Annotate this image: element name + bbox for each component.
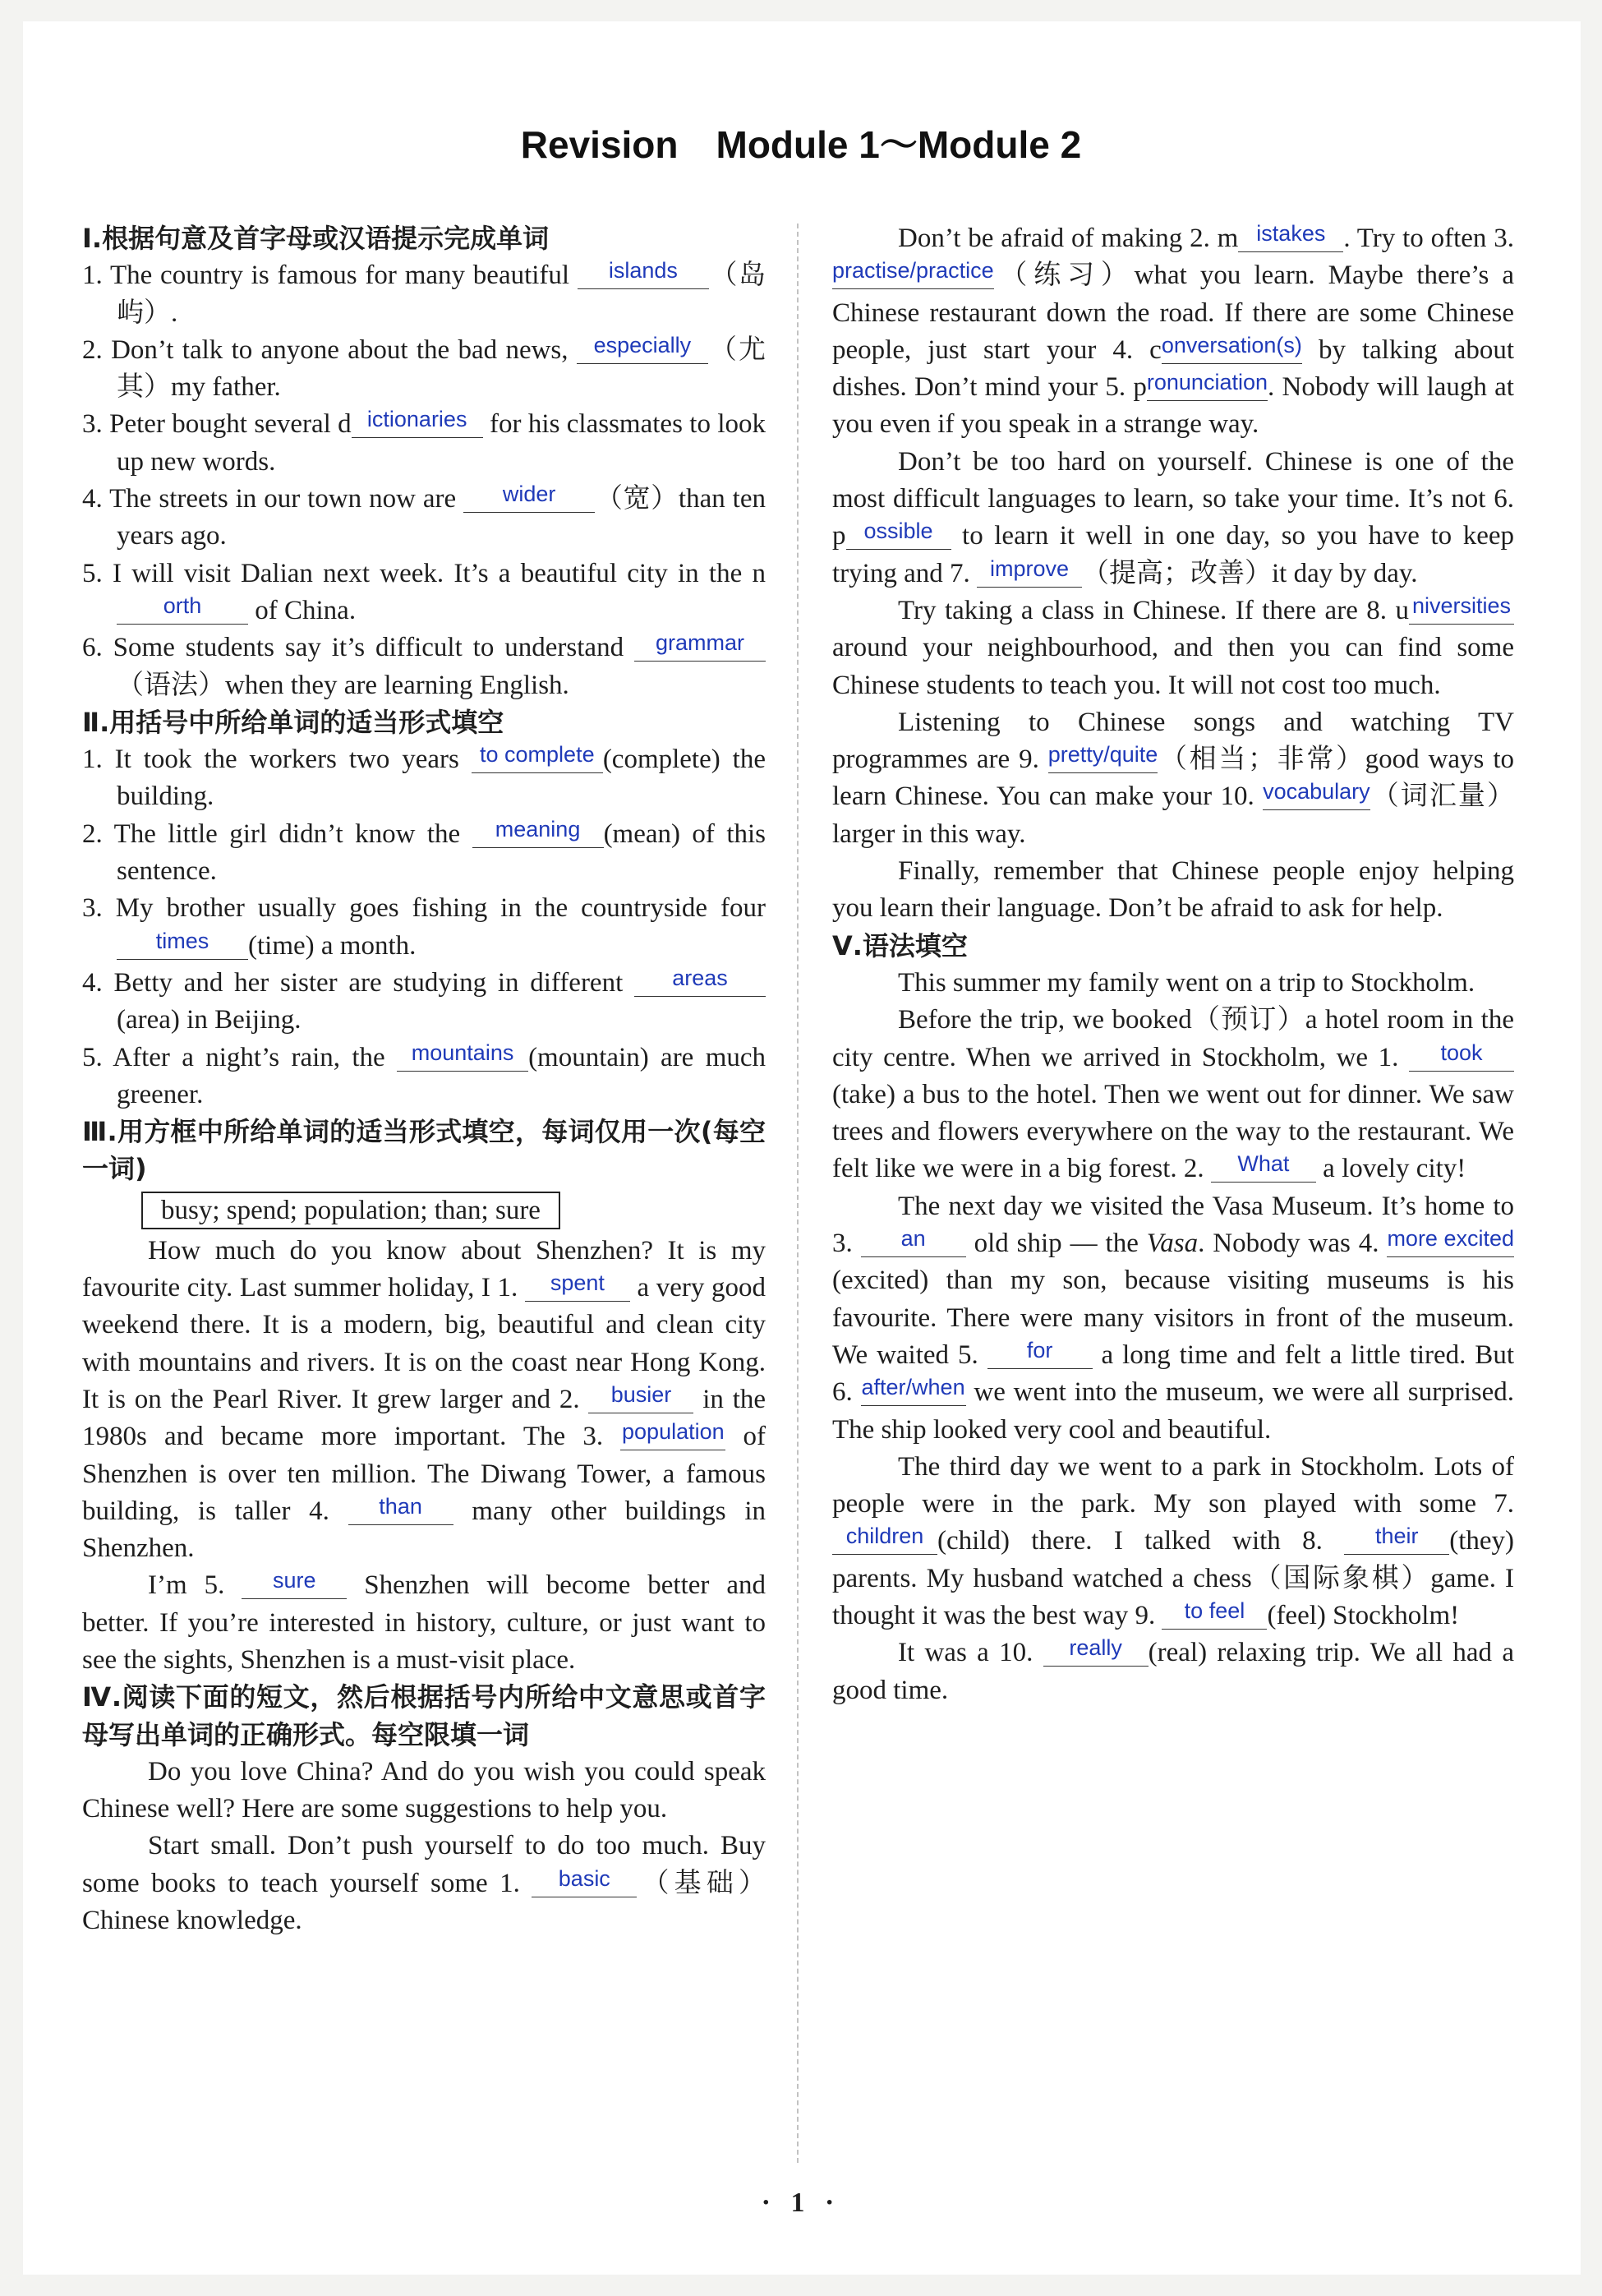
answer-blank[interactable]: mountains (397, 1045, 528, 1072)
answer-blank[interactable]: practise/practice (832, 263, 994, 289)
s3-paragraph-1: How much do you know about Shenzhen? It is my favourite city. Last summer holiday, I 1. $^{spent}$ a very good weekend there. It is a modern, big, beautiful and clean city with mountains and rivers. It is on the coast near Hong Kong. It is on the Pearl River. It grew larger and 2. $^{busier}$ in the 1980s and became more important. The 3. $^{population}$ of Shenzhen is over ten million. The Diwang Tower, a famous building, is taller 4. $^{than}$ many other buildings in Shenzhen. (82, 1235, 766, 1564)
s1-item-2: 2. Don’t talk to anyone about the bad news, $^{especially}$ （尤其）my father. (82, 332, 766, 403)
right-column (832, 220, 1514, 1709)
answer-blank[interactable]: areas (634, 970, 766, 997)
s5-paragraph-4: The third day we went to a park in Stockholm. Lots of people were in the park. My son played with some 7. $^{children}$ (child) there. I talked with 8. $^{their}$ (they) parents. My husband watched a chess（国际象棋）game. I thought it was the best way 9. $^{to feel}$ (feel) Stockholm! (832, 1451, 1514, 1630)
s4-paragraph-6: Listening to Chinese songs and watching TV programmes are 9. $^{pretty/quite}$（相当；非常）good ways to learn Chinese. You can make your 10. $^{vocabulary}$（词汇量）larger in this way. (832, 707, 1514, 849)
answer-blank[interactable]: basic (532, 1871, 637, 1897)
s3-paragraph-2: I’m 5. $^{sure}$ Shenzhen will become better and better. If you’re interested in history, culture, or just want to see the sights, Shenzhen is a must-visit place. (82, 1568, 766, 1675)
answer-blank[interactable]: niversities (1409, 598, 1514, 625)
s5-paragraph-1: This summer my family went on a trip to Stockholm. (898, 967, 1475, 998)
section-2-heading: Ⅱ.用括号中所给单词的适当形式填空 (82, 706, 504, 738)
s2-item-5: 5. After a night’s rain, the $^{mountains}$ (mountain) are much greener. (82, 1040, 766, 1109)
s1-item-6: 6. Some students say it’s difficult to understand $^{grammar}$（语法）when they are learning English. (82, 629, 766, 704)
answer-blank[interactable]: than (348, 1499, 453, 1525)
answer-blank[interactable]: orth (117, 598, 248, 625)
answer-blank[interactable]: for (987, 1343, 1093, 1369)
s1-item-5: 5. I will visit Dalian next week. It’s a beautiful city in the $n^{orth}$ of China. (82, 558, 766, 625)
s4-paragraph-2: Start small. Don’t push yourself to do too much. Buy some books to teach yourself some 1. $^{basic}$ （基础）Chinese knowledge. (82, 1831, 766, 1936)
answer-blank[interactable]: islands (578, 263, 709, 289)
s4-paragraph-5: Try taking a class in Chinese. If there are 8. u $^{niversities}$ around your neighbourhood, and then you can find some Chinese students to teach you. It will not cost too much. (832, 592, 1514, 700)
s2-item-4: 4. Betty and her sister are studying in different $^{areas}$(area) in Beijing. (82, 965, 766, 1040)
word-box: busy; spend; population; than; sure (141, 1192, 560, 1229)
answer-blank[interactable]: busier (588, 1387, 693, 1413)
answer-blank[interactable]: their (1344, 1528, 1449, 1555)
answer-blank[interactable]: an (861, 1231, 966, 1257)
answer-blank[interactable]: times (117, 934, 248, 960)
s1-item-1: 1. The country is famous for many beautiful $^{islands}$ （岛屿）. (82, 258, 766, 328)
answer-blank[interactable]: especially (577, 338, 708, 364)
page-title: Revision Module 1～Module 2 (520, 123, 1082, 166)
s4-paragraph-4: Don’t be too hard on yourself. Chinese is one of the most difficult languages to learn, so take your time. It’s not 6. p $^{ossible}$ to learn it well in one day, so you have to keep trying and 7. $^{improve}$ （提高；改善）it day by day. (832, 446, 1514, 588)
s2-item-1: 1. It took the workers two years $^{to complete}$ (complete) the building. (82, 742, 766, 812)
answer-blank[interactable]: ronunciation (1147, 375, 1268, 401)
answer-blank[interactable]: really (1043, 1640, 1149, 1667)
page-number: · 1 · (761, 2188, 841, 2218)
answer-blank[interactable]: children (832, 1528, 937, 1555)
answer-blank[interactable]: What (1211, 1156, 1316, 1183)
answer-blank[interactable]: ictionaries (352, 412, 483, 438)
answer-blank[interactable]: to feel (1162, 1603, 1267, 1630)
s2-item-2: 2. The little girl didn’t know the $^{meaning}$ (mean) of this sentence. (82, 816, 766, 887)
s1-item-3: 3. Peter bought several d $^{ictionaries}$ for his classmates to look up new words. (82, 407, 766, 477)
s1-item-4: 4. The streets in our town now are $^{wider}$ （宽）than ten years ago. (82, 482, 766, 551)
s5-paragraph-2: Before the trip, we booked（预订）a hotel room in the city centre. When we arrived in Stockholm, we 1. $^{took}$(take) a bus to the hotel. Then we went out for dinner. We saw trees and flowers everywhere on the way to the restaurant. We felt like we were in a big forest. 2. $^{What}$ a lovely city! (832, 1005, 1514, 1184)
answer-blank[interactable]: wider (463, 486, 595, 513)
answer-blank[interactable]: istakes (1238, 226, 1343, 252)
section-1-heading: Ⅰ.根据句意及首字母或汉语提示完成单词 (82, 223, 550, 254)
answer-blank[interactable]: grammar (634, 635, 766, 662)
answer-blank[interactable]: spent (525, 1275, 630, 1302)
answer-blank[interactable]: sure (242, 1573, 347, 1599)
section-3-heading: Ⅲ.用方框中所给单词的适当形式填空，每词仅用一次(每空一词) (82, 1116, 766, 1185)
answer-blank[interactable]: pretty/quite (1048, 747, 1158, 773)
section-5-heading: Ⅴ.语法填空 (832, 929, 968, 961)
answer-blank[interactable]: onversation(s) (1162, 338, 1302, 364)
s5-paragraph-3: The next day we visited the Vasa Museum. It’s home to 3. $^{an}$ old ship — the Vasa. Nobody was 4. $^{more excited}$(excited) than my son, because visiting museums is his favourite. There were many visitors in front of the museum. We waited 5. $^{for}$ a long time and felt a little tired. But 6. $^{after/when}$ we went into the museum, we were all surprised. The ship looked very cool and beautiful. (832, 1191, 1515, 1445)
answer-blank[interactable]: more excited (1387, 1231, 1514, 1257)
answer-blank[interactable]: vocabulary (1263, 784, 1370, 810)
s2-item-3: 3. My brother usually goes fishing in the countryside four $^{times}$ (time) a month. (82, 893, 766, 961)
section-4-heading: Ⅳ.阅读下面的短文，然后根据括号内所给中文意思或首字母写出单词的正确形式。每空限填一词 (82, 1681, 766, 1750)
answer-blank[interactable]: to complete (472, 747, 603, 773)
s4-paragraph-3: Don’t be afraid of making 2. m $^{istakes}$ . Try to often 3. $^{practise/practice}$（练习）what you learn. Maybe there’s a Chinese restaurant down the road. If there are some Chinese people, just start your 4. $c^{onversation(s)}$ by talking about dishes. Don’t mind your 5. $p^{ronunciation}$. Nobody will laugh at you even if you speak in a strange way. (832, 221, 1515, 440)
answer-blank[interactable]: meaning (472, 822, 604, 848)
answer-blank[interactable]: took (1409, 1045, 1514, 1072)
column-divider (797, 224, 799, 2163)
s5-paragraph-5: It was a 10. $^{really}$ (real) relaxing trip. We all had a good time. (832, 1635, 1514, 1705)
s4-paragraph-1: Do you love China? And do you wish you could speak Chinese well? Here are some suggestions to help you. (82, 1756, 766, 1824)
answer-blank[interactable]: improve (977, 561, 1082, 588)
left-column (82, 220, 766, 1939)
answer-blank[interactable]: population (620, 1424, 725, 1450)
answer-blank[interactable]: after/when (861, 1380, 966, 1406)
s4-paragraph-7: Finally, remember that Chinese people enjoy helping you learn their language. Don’t be afraid to ask for help. (832, 856, 1514, 924)
answer-blank[interactable]: ossible (846, 523, 951, 550)
